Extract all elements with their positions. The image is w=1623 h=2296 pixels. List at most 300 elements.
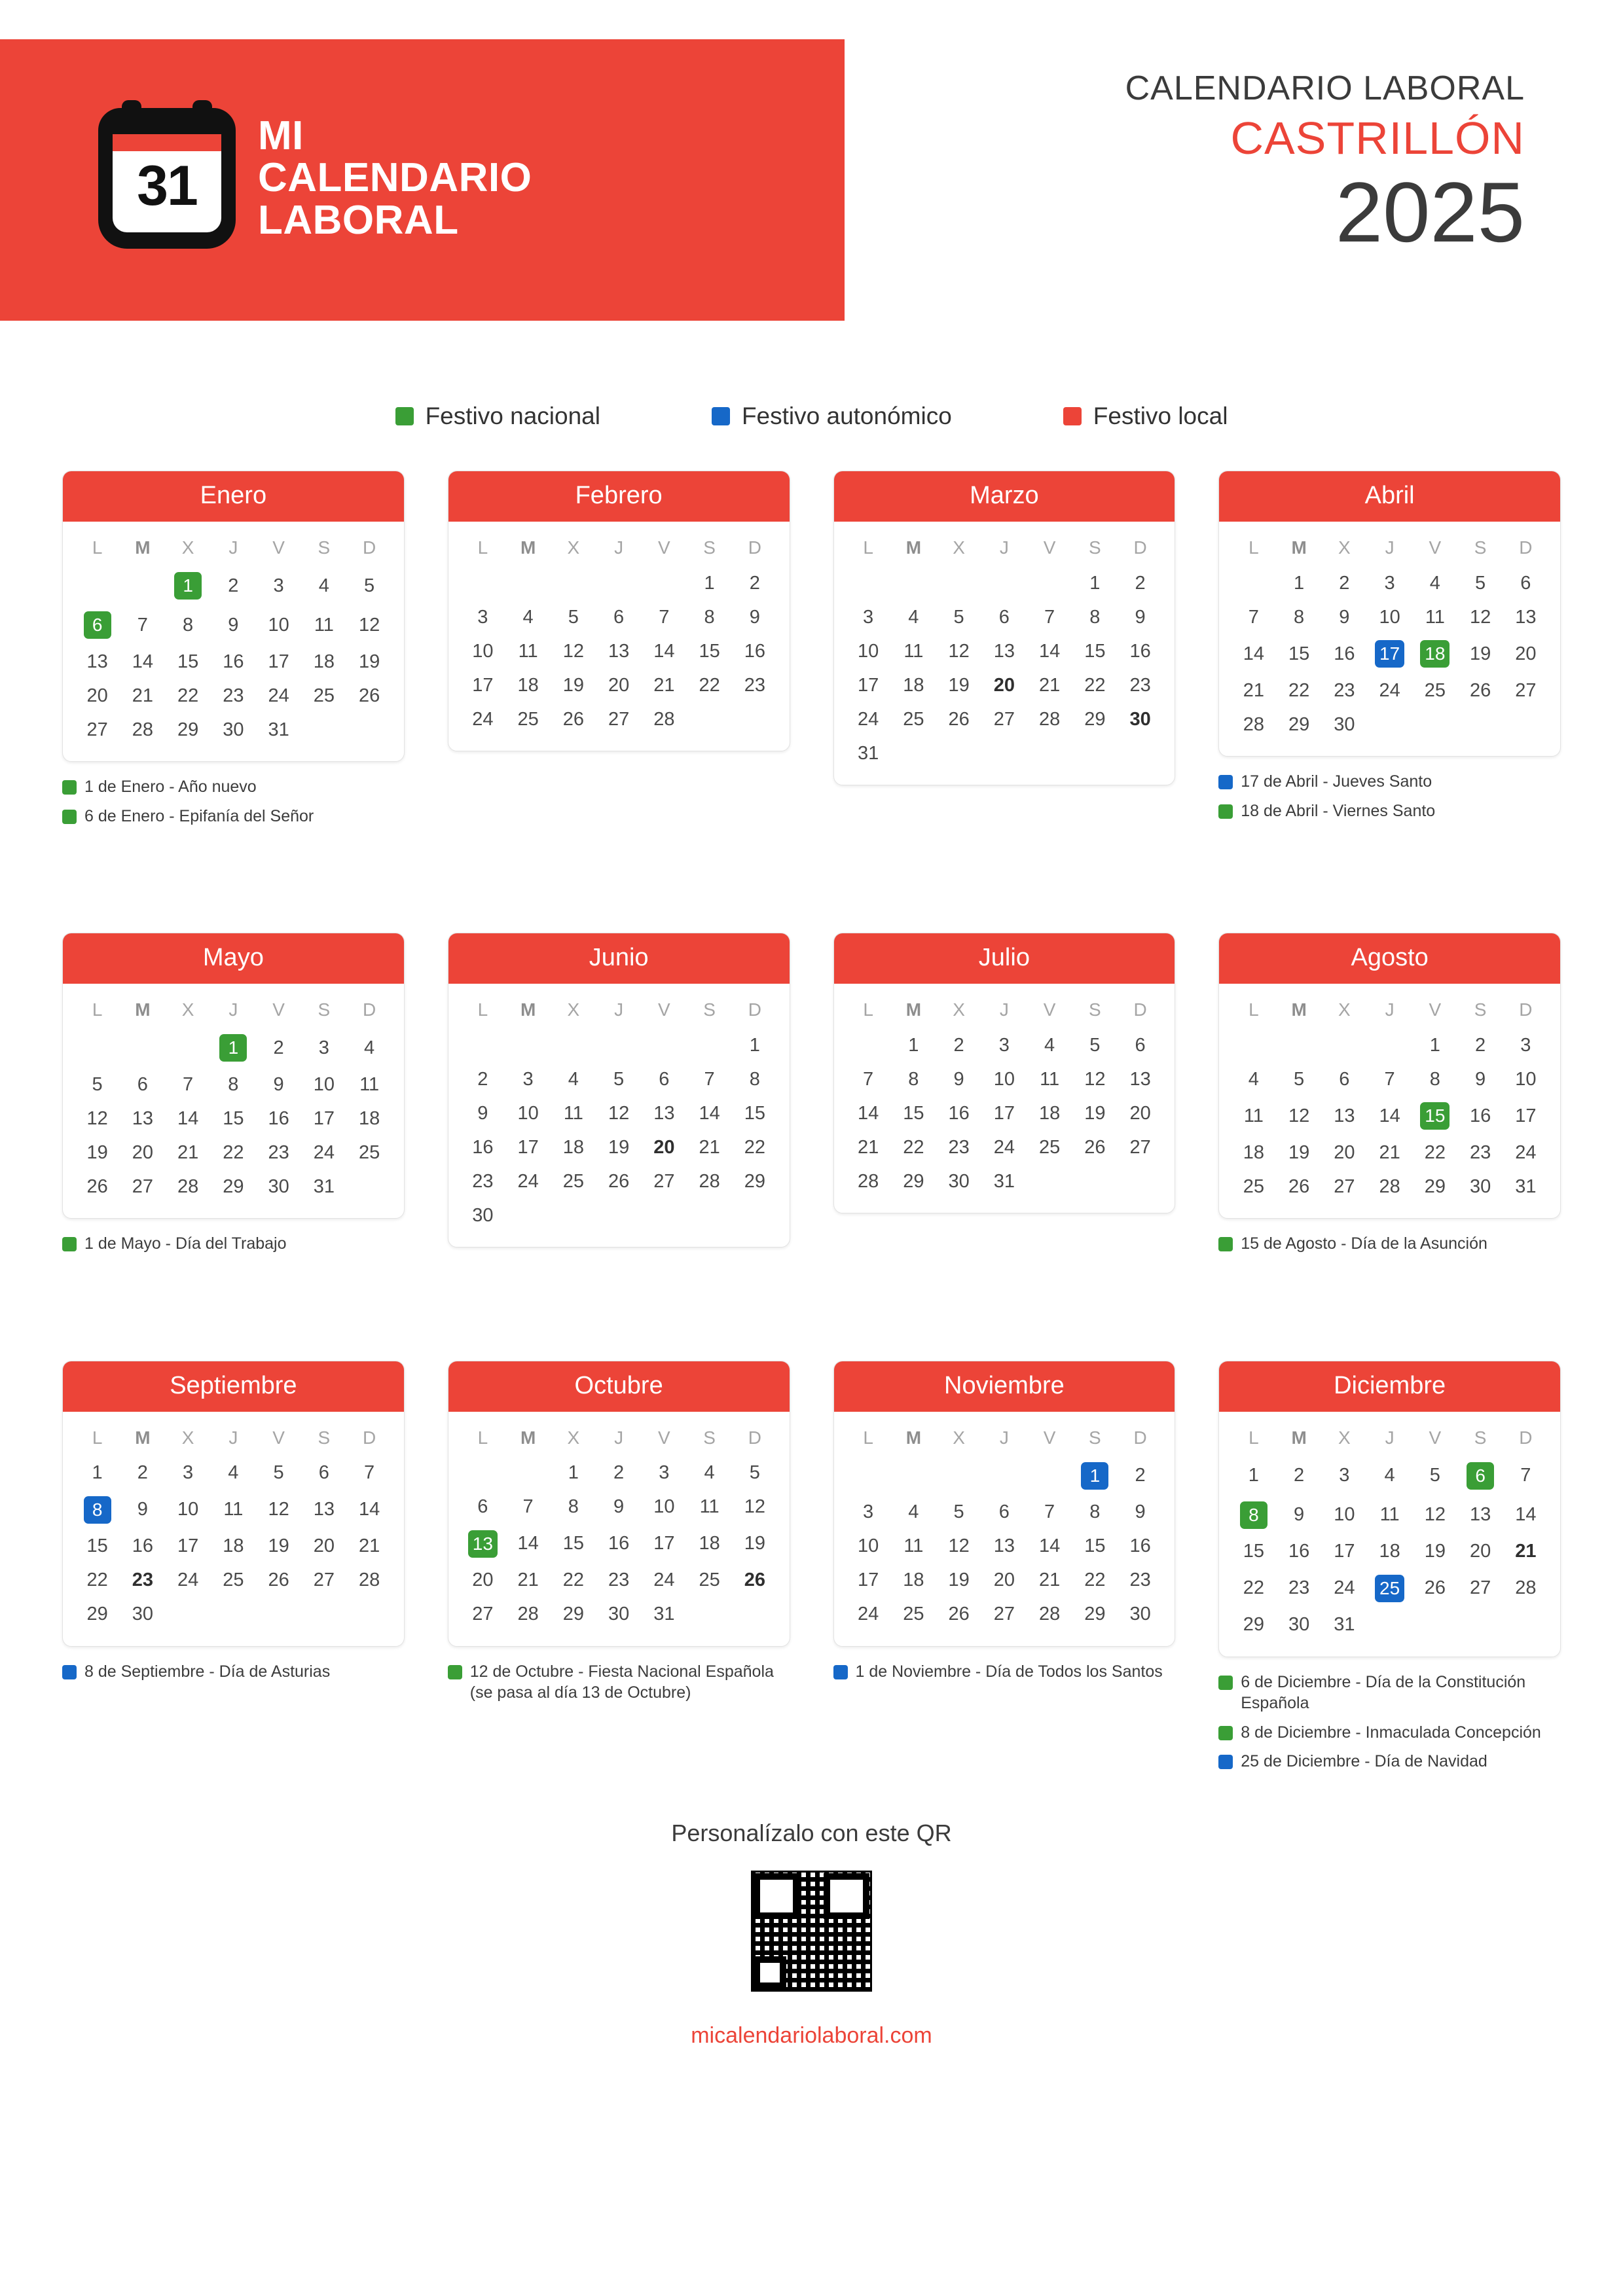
day-cell: 7: [364, 1462, 375, 1483]
month-notes: [62, 776, 405, 827]
title-year: 2025: [1335, 164, 1525, 260]
day-cell: 29: [1288, 713, 1310, 735]
day-cell: 22: [1424, 1141, 1446, 1163]
day-cell: 7: [863, 1068, 874, 1090]
day-cell-empty: [1412, 708, 1457, 742]
week-row: [75, 1170, 392, 1204]
week-row: [1231, 1096, 1548, 1136]
day-cell: 2: [613, 1462, 625, 1483]
day-cell-empty: [732, 1598, 777, 1632]
day-cell: 24: [1334, 1577, 1355, 1598]
weekday-header: S: [703, 1427, 716, 1448]
day-cell: 3: [522, 1068, 534, 1090]
legend: [0, 403, 1623, 430]
note-text: 1 de Enero - Año nuevo: [84, 778, 257, 796]
title-place: CASTRILLÓN: [1230, 113, 1525, 164]
day-cell: 30: [132, 1604, 153, 1624]
week-row: [1231, 1456, 1548, 1496]
week-row: [846, 1598, 1163, 1632]
month-card: [62, 471, 405, 762]
weekday-header: J: [1385, 999, 1395, 1020]
day-cell-marked: [120, 1564, 165, 1598]
holiday-note: [62, 806, 405, 827]
weekday-header: S: [1089, 1427, 1101, 1448]
week-row: [1231, 1569, 1548, 1608]
day-cell: 22: [1243, 1577, 1264, 1598]
day-cell: 28: [1038, 708, 1061, 730]
week-row: [75, 1598, 392, 1632]
day-number: 23: [132, 1570, 153, 1590]
day-cell: 28: [857, 1170, 879, 1192]
day-cell: 8: [749, 1068, 760, 1090]
day-cell: 1: [568, 1462, 579, 1483]
month-body: [63, 522, 404, 761]
logo-line-3: LABORAL: [258, 197, 459, 243]
day-cell: 8: [908, 1068, 919, 1090]
day-cell: 21: [1243, 679, 1264, 701]
week-row: [460, 566, 778, 600]
day-cell: 13: [1515, 606, 1537, 628]
day-cell: 8: [183, 614, 194, 636]
day-cell: 3: [477, 606, 488, 628]
day-cell: 11: [314, 614, 334, 636]
weekday-header: J: [1385, 1427, 1395, 1448]
day-cell: 6: [1135, 1034, 1146, 1056]
weekday-header: S: [1089, 537, 1101, 558]
day-cell: 30: [268, 1175, 289, 1197]
day-cell: 6: [1339, 1068, 1350, 1090]
weekday-header: J: [614, 1427, 624, 1448]
day-cell: 13: [313, 1499, 335, 1520]
weekday-header: S: [1474, 537, 1487, 558]
month-table: [460, 993, 778, 1232]
day-cell-empty: [1503, 1608, 1548, 1642]
day-cell-empty: [301, 713, 346, 747]
day-cell-holiday: [1458, 1456, 1503, 1496]
day-cell: 8: [1294, 606, 1305, 628]
day-cell: 12: [1084, 1068, 1106, 1090]
month-table: [75, 1421, 392, 1632]
month-notes: [448, 1661, 790, 1704]
month-cell-agosto: [1218, 933, 1561, 1263]
week-row: [75, 1490, 392, 1530]
note-text: 25 de Diciembre - Día de Navidad: [1241, 1752, 1487, 1770]
day-cell: 2: [1294, 1465, 1305, 1486]
weekday-header: L: [92, 537, 103, 558]
note-swatch-icon: [448, 1665, 462, 1679]
day-cell: 8: [228, 1073, 239, 1095]
day-cell: 6: [998, 606, 1010, 628]
week-row: [460, 1198, 778, 1232]
day-cell-empty: [120, 1028, 165, 1067]
day-cell: 7: [659, 606, 670, 628]
day-cell: 14: [358, 1499, 380, 1520]
day-cell-empty: [211, 1598, 256, 1632]
day-cell-holiday: [1412, 634, 1457, 673]
month-card: [1218, 1361, 1561, 1657]
day-cell: 23: [1334, 679, 1355, 701]
site-link[interactable]: micalendariolaboral.com: [691, 2022, 932, 2048]
day-cell: 14: [1038, 1535, 1061, 1556]
day-cell: 8: [568, 1496, 579, 1517]
weekday-header: V: [1043, 537, 1056, 558]
week-row: [460, 1130, 778, 1164]
day-cell: 27: [132, 1175, 153, 1197]
day-cell: 23: [223, 685, 244, 706]
day-cell-empty: [596, 1028, 642, 1062]
day-cell-empty: [891, 1456, 936, 1496]
day-cell: 31: [268, 719, 289, 740]
holiday-note: [1218, 1751, 1561, 1772]
weekday-header: J: [1385, 537, 1395, 558]
day-cell-empty: [75, 1028, 120, 1067]
month-cell-junio: [448, 933, 790, 1263]
day-cell: 5: [749, 1462, 760, 1483]
note-text: 17 de Abril - Jueves Santo: [1241, 772, 1432, 791]
day-cell-empty: [460, 1028, 505, 1062]
day-cell: 17: [653, 1533, 675, 1554]
note-swatch-icon: [62, 780, 77, 795]
weekday-header: V: [1043, 999, 1056, 1020]
weekday-header: L: [863, 537, 873, 558]
weekday-header: V: [658, 537, 670, 558]
day-cell: 5: [364, 575, 375, 596]
day-cell: 4: [704, 1462, 715, 1483]
day-cell: 14: [132, 651, 153, 672]
day-cell: 26: [948, 708, 970, 730]
week-row: [1231, 673, 1548, 708]
page-header: [0, 0, 1623, 357]
week-row: [75, 1067, 392, 1102]
note-text: 1 de Noviembre - Día de Todos los Santos: [855, 1662, 1163, 1681]
day-cell: 9: [1339, 606, 1350, 628]
holiday-note: [833, 1661, 1176, 1683]
day-cell: 16: [948, 1102, 970, 1124]
weekday-header: D: [748, 1427, 761, 1448]
day-cell: 26: [1288, 1175, 1310, 1197]
day-cell: 30: [223, 719, 244, 740]
title-subtitle: CALENDARIO LABORAL: [1125, 69, 1525, 107]
note-text: 15 de Agosto - Día de la Asunción: [1241, 1234, 1487, 1253]
month-title: Diciembre: [1219, 1361, 1560, 1412]
day-cell: 27: [993, 708, 1015, 730]
month-body: [448, 522, 790, 751]
day-cell: 18: [358, 1107, 380, 1129]
day-cell-holiday: [211, 1028, 256, 1067]
holiday-note: [1218, 1233, 1561, 1255]
day-number: 20: [653, 1136, 675, 1158]
weekday-header: D: [1519, 1427, 1533, 1448]
day-cell: 11: [359, 1073, 380, 1095]
day-number: 26: [744, 1570, 765, 1590]
day-cell: 13: [1469, 1504, 1491, 1525]
month-table: [75, 531, 392, 747]
day-cell-empty: [1231, 566, 1276, 600]
day-cell: 9: [953, 1068, 964, 1090]
day-cell: 3: [273, 575, 284, 596]
day-cell: 6: [613, 606, 625, 628]
day-cell: 7: [1520, 1465, 1531, 1486]
weekday-header: L: [92, 999, 103, 1020]
day-cell: 31: [857, 742, 879, 764]
day-cell: 17: [993, 1102, 1015, 1124]
week-row: [846, 1028, 1163, 1062]
day-cell-holiday: [460, 1524, 505, 1564]
holiday-note: [1218, 1722, 1561, 1744]
week-row: [846, 1564, 1163, 1598]
month-cell-febrero: [448, 471, 790, 834]
weekday-header: L: [477, 1427, 488, 1448]
day-cell: 9: [749, 606, 760, 628]
day-cell: 2: [228, 575, 239, 596]
week-row: [1231, 600, 1548, 634]
month-body: [1219, 522, 1560, 756]
day-cell: 15: [1084, 1535, 1106, 1556]
day-cell: 26: [1469, 679, 1491, 701]
day-cell: 4: [568, 1068, 579, 1090]
weekday-header: D: [363, 537, 376, 558]
day-cell-empty: [1367, 1028, 1412, 1062]
day-cell-holiday: [1231, 1496, 1276, 1535]
day-cell-empty: [891, 736, 936, 770]
day-cell: 16: [1469, 1105, 1491, 1126]
day-cell: 6: [318, 1462, 329, 1483]
weekday-header: J: [228, 1427, 238, 1448]
day-cell-empty: [687, 702, 732, 736]
day-cell-empty: [551, 1028, 596, 1062]
day-cell: 5: [1475, 572, 1486, 594]
week-row: [1231, 1136, 1548, 1170]
day-cell: 2: [1135, 1465, 1146, 1486]
day-cell: 21: [517, 1570, 539, 1590]
day-cell-empty: [687, 1598, 732, 1632]
qr-code-icon[interactable]: [751, 1871, 872, 1992]
day-cell: 18: [1243, 1141, 1264, 1163]
day-cell-empty: [505, 1456, 551, 1490]
month-body: [63, 1412, 404, 1646]
month-cell-enero: [62, 471, 405, 834]
week-row: [75, 713, 392, 747]
weekday-header: M: [1291, 1427, 1307, 1448]
day-number: 8: [1240, 1501, 1267, 1529]
day-cell: 17: [857, 674, 879, 696]
day-cell: 12: [1469, 606, 1491, 628]
week-row: [1231, 1496, 1548, 1535]
day-cell-empty: [732, 702, 777, 736]
day-cell-empty: [981, 566, 1027, 600]
month-body: [1219, 1412, 1560, 1657]
day-cell: 25: [223, 1570, 244, 1590]
day-cell: 3: [1339, 1465, 1350, 1486]
day-cell: 2: [477, 1068, 488, 1090]
weekday-header: D: [1133, 1427, 1147, 1448]
day-cell: 28: [1515, 1577, 1537, 1598]
note-text: 8 de Diciembre - Inmaculada Concepción: [1241, 1723, 1541, 1742]
day-cell: 11: [699, 1496, 720, 1517]
day-cell: 21: [1038, 1570, 1061, 1590]
day-cell: 14: [857, 1102, 879, 1124]
day-cell: 18: [1379, 1541, 1400, 1562]
day-cell: 10: [517, 1102, 539, 1124]
weekday-header: V: [1429, 999, 1442, 1020]
day-cell-empty: [1412, 1608, 1457, 1642]
day-number: 18: [1420, 640, 1450, 668]
day-cell: 18: [903, 1570, 924, 1590]
day-cell-empty: [1027, 1164, 1072, 1198]
month-title: Agosto: [1219, 933, 1560, 984]
day-cell: 27: [1129, 1136, 1151, 1158]
week-row: [460, 1524, 778, 1564]
day-cell: 7: [1248, 606, 1259, 628]
weekday-header: S: [318, 999, 331, 1020]
day-cell-holiday: [1072, 1456, 1118, 1496]
note-swatch-icon: [62, 1665, 77, 1679]
day-cell: 11: [1243, 1105, 1264, 1126]
day-cell: 28: [1038, 1604, 1061, 1624]
week-row: [460, 668, 778, 702]
day-cell: 31: [993, 1170, 1015, 1192]
calendar-logo-icon: [98, 108, 236, 249]
day-cell: 15: [744, 1102, 765, 1124]
note-swatch-icon: [1218, 1755, 1233, 1769]
row-spacer: [62, 834, 1561, 933]
week-row: [75, 1456, 392, 1490]
week-row: [460, 1062, 778, 1096]
weekday-header: M: [905, 537, 922, 558]
week-row: [460, 1490, 778, 1524]
week-row: [75, 1102, 392, 1136]
week-row: [75, 1564, 392, 1598]
week-row: [846, 634, 1163, 668]
day-cell: 12: [358, 614, 380, 636]
day-cell: 10: [857, 1535, 879, 1556]
day-cell: 4: [522, 606, 534, 628]
day-cell: 16: [744, 640, 765, 662]
day-cell: 2: [273, 1037, 284, 1058]
week-row: [1231, 1062, 1548, 1096]
note-text: 1 de Mayo - Día del Trabajo: [84, 1234, 287, 1253]
day-cell: 19: [744, 1533, 765, 1554]
week-row: [75, 1530, 392, 1564]
month-table: [846, 993, 1163, 1198]
weekday-header: M: [135, 537, 151, 558]
month-cell-octubre: [448, 1361, 790, 1780]
day-cell: 27: [1334, 1175, 1355, 1197]
month-title: Septiembre: [63, 1361, 404, 1412]
week-row: [460, 1164, 778, 1198]
day-cell: 2: [953, 1034, 964, 1056]
day-cell: 30: [472, 1204, 494, 1226]
day-cell: 10: [1334, 1504, 1355, 1525]
week-row: [460, 600, 778, 634]
day-cell: 8: [1089, 1501, 1101, 1522]
week-row: [1231, 634, 1548, 673]
month-cell-marzo: [833, 471, 1176, 834]
day-number: 15: [1420, 1102, 1450, 1130]
day-cell: 16: [608, 1533, 630, 1554]
weekday-header: D: [1519, 537, 1533, 558]
week-row: [846, 1164, 1163, 1198]
week-row: [75, 1136, 392, 1170]
weekday-header: M: [905, 1427, 922, 1448]
weekday-header: L: [92, 1427, 103, 1448]
week-row: [1231, 1535, 1548, 1569]
holiday-note: [1218, 771, 1561, 793]
logo-day-number: 31: [137, 154, 197, 217]
day-cell: 15: [903, 1102, 924, 1124]
day-cell: 25: [903, 1604, 924, 1624]
weekday-header: J: [228, 537, 238, 558]
day-cell: 9: [228, 614, 239, 636]
day-cell: 19: [1288, 1141, 1310, 1163]
day-cell: 30: [608, 1604, 630, 1624]
day-cell: 14: [1379, 1105, 1400, 1126]
day-cell: 25: [517, 708, 539, 730]
day-cell: 26: [1424, 1577, 1446, 1598]
day-cell-empty: [846, 1456, 891, 1496]
weekday-header: X: [953, 1427, 965, 1448]
legend-item-nacional: [395, 403, 600, 430]
day-cell: 6: [659, 1068, 670, 1090]
weekday-header: S: [1089, 999, 1101, 1020]
day-cell: 13: [993, 1535, 1015, 1556]
weekday-header: D: [748, 537, 761, 558]
weekday-header: L: [1249, 537, 1259, 558]
day-cell: 11: [563, 1102, 583, 1124]
week-row: [75, 645, 392, 679]
day-cell: 17: [177, 1535, 199, 1556]
day-cell: 10: [268, 614, 289, 636]
day-cell: 20: [1334, 1141, 1355, 1163]
day-cell: 13: [993, 640, 1015, 662]
day-cell-empty: [596, 566, 642, 600]
day-cell: 12: [948, 640, 970, 662]
day-cell: 17: [1515, 1105, 1537, 1126]
day-cell-empty: [1503, 708, 1548, 742]
day-cell-empty: [846, 566, 891, 600]
day-cell-empty: [166, 1598, 211, 1632]
day-cell: 1: [1429, 1034, 1440, 1056]
day-cell: 30: [1288, 1614, 1310, 1635]
week-row: [460, 1096, 778, 1130]
holiday-note: [1218, 1672, 1561, 1714]
day-cell: 29: [744, 1170, 765, 1192]
month-table: [460, 1421, 778, 1632]
day-cell-empty: [347, 1170, 392, 1204]
day-cell: 17: [313, 1107, 335, 1129]
day-cell: 18: [699, 1533, 720, 1554]
day-cell: 24: [1379, 679, 1400, 701]
week-row: [1231, 566, 1548, 600]
day-cell: 28: [653, 708, 675, 730]
day-cell: 22: [86, 1570, 108, 1590]
day-cell: 11: [1425, 606, 1445, 628]
day-cell: 25: [562, 1170, 584, 1192]
day-cell: 20: [608, 674, 630, 696]
weekday-header: D: [363, 1427, 376, 1448]
day-cell: 7: [522, 1496, 534, 1517]
day-cell: 16: [1288, 1541, 1310, 1562]
weekday-header: X: [181, 537, 194, 558]
day-cell: 4: [908, 1501, 919, 1522]
note-text: 18 de Abril - Viernes Santo: [1241, 801, 1436, 820]
month-table: [846, 1421, 1163, 1632]
day-cell: 25: [1424, 679, 1446, 701]
day-cell-marked: [1503, 1535, 1548, 1569]
day-cell: 2: [1339, 572, 1350, 594]
day-cell-empty: [1458, 708, 1503, 742]
day-cell: 20: [313, 1535, 335, 1556]
